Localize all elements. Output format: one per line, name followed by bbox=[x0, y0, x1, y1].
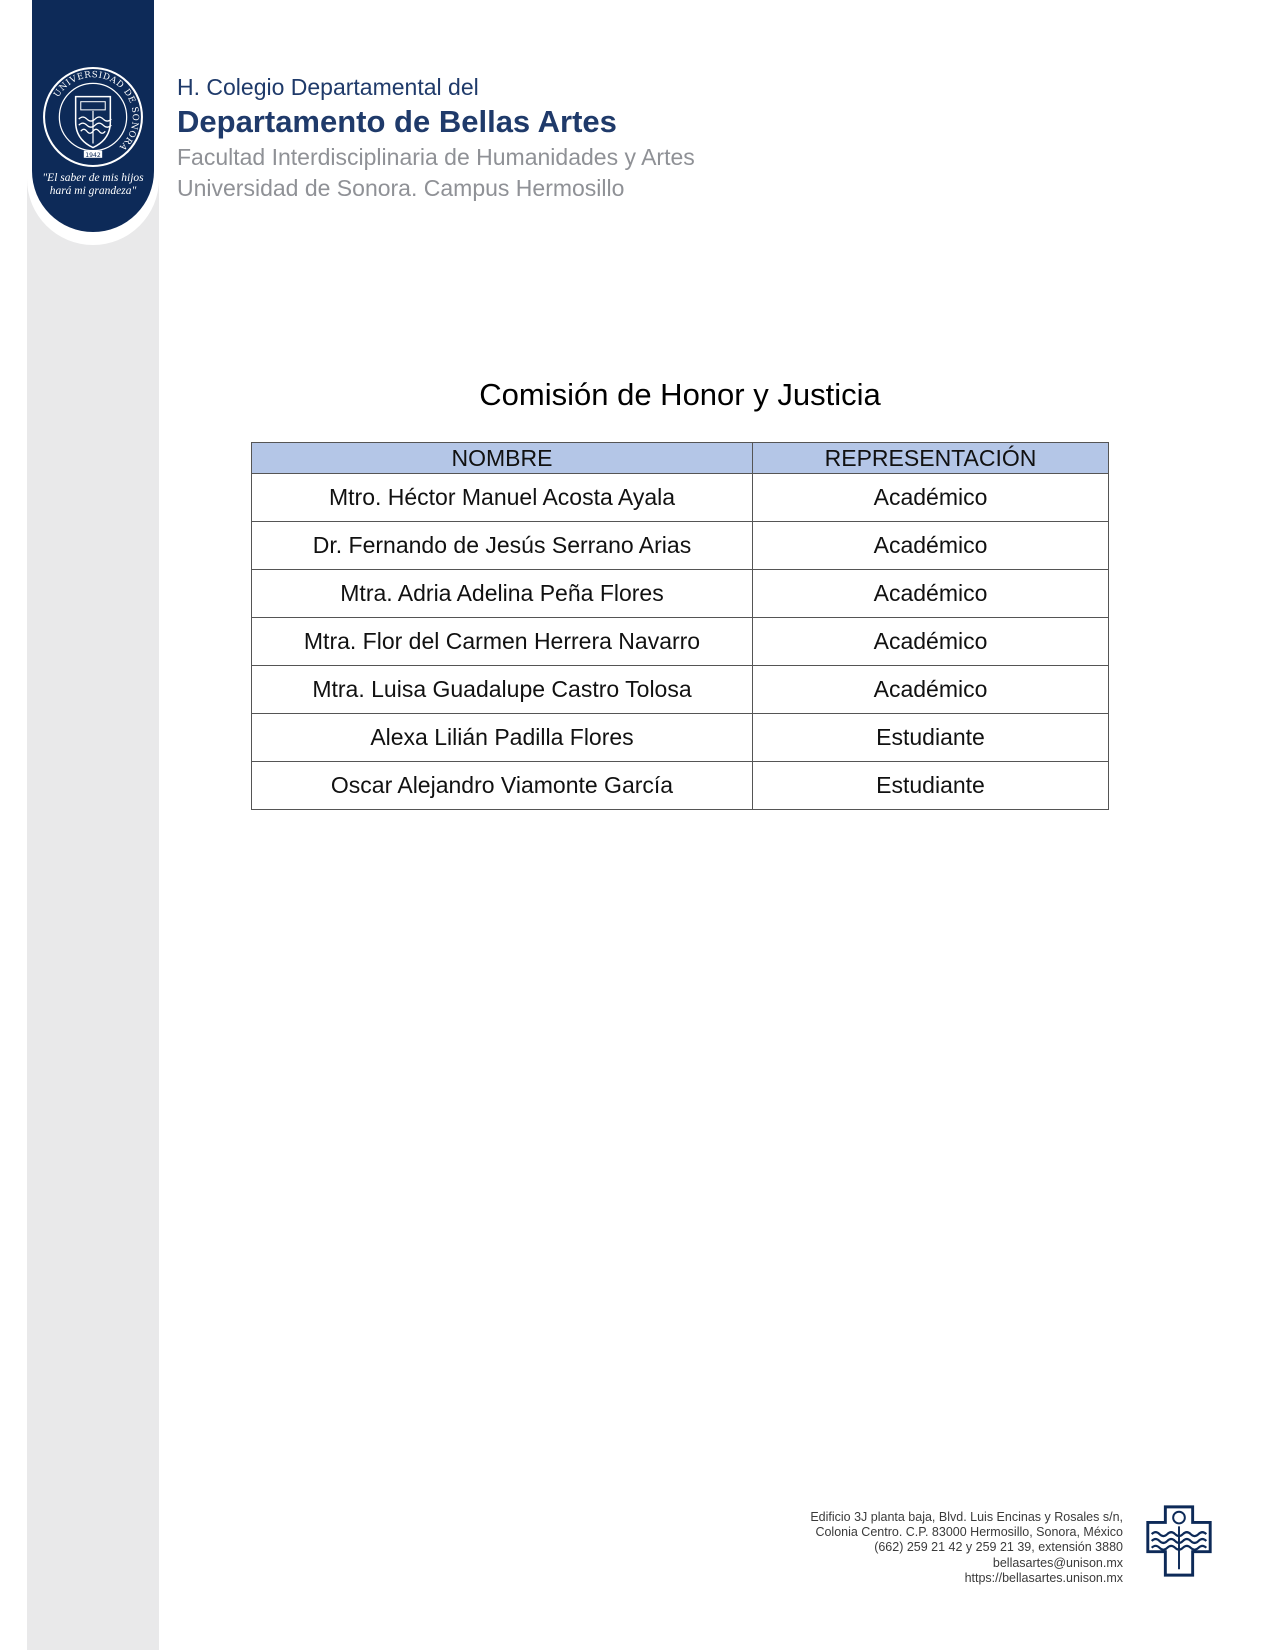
member-name: Mtra. Luisa Guadalupe Castro Tolosa bbox=[252, 666, 753, 714]
document-title: Comisión de Honor y Justicia bbox=[479, 377, 881, 412]
letterhead-college: H. Colegio Departamental del bbox=[177, 74, 479, 100]
department-emblem-icon bbox=[1140, 1500, 1218, 1580]
footer-website-link[interactable]: https://bellasartes.unison.mx bbox=[964, 1570, 1123, 1585]
letterhead-department: Departamento de Bellas Artes bbox=[177, 104, 617, 139]
table-row bbox=[252, 618, 1109, 666]
member-representation: Académico bbox=[753, 618, 1109, 666]
committee-table bbox=[251, 442, 1109, 810]
letterhead-faculty: Facultad Interdisciplinaria de Humanidades y Artes bbox=[177, 144, 695, 170]
member-representation: Académico bbox=[753, 474, 1109, 522]
footer-address-line-2: Colonia Centro. C.P. 83000 Hermosillo, Sonora, México bbox=[815, 1525, 1123, 1540]
motto-line-1: "El saber de mis hijos bbox=[42, 172, 144, 184]
seal-year: 1942 bbox=[85, 151, 101, 159]
member-name: Oscar Alejandro Viamonte García bbox=[252, 762, 753, 810]
table-row bbox=[252, 522, 1109, 570]
member-representation: Estudiante bbox=[753, 714, 1109, 762]
member-name: Mtro. Héctor Manuel Acosta Ayala bbox=[252, 474, 753, 522]
table-row bbox=[252, 762, 1109, 810]
member-representation: Académico bbox=[753, 666, 1109, 714]
letterhead bbox=[177, 72, 695, 204]
member-name: Mtra. Adria Adelina Peña Flores bbox=[252, 570, 753, 618]
member-name: Mtra. Flor del Carmen Herrera Navarro bbox=[252, 618, 753, 666]
member-representation: Estudiante bbox=[753, 762, 1109, 810]
footer-address-line-1: Edificio 3J planta baja, Blvd. Luis Encinas y Rosales s/n, bbox=[810, 1510, 1123, 1524]
university-motto bbox=[32, 172, 154, 198]
motto-line-2: hará mi grandeza" bbox=[49, 185, 137, 197]
member-name: Dr. Fernando de Jesús Serrano Arias bbox=[252, 522, 753, 570]
member-name: Alexa Lilián Padilla Flores bbox=[252, 714, 753, 762]
table-row bbox=[252, 714, 1109, 762]
member-representation: Académico bbox=[753, 522, 1109, 570]
column-header-representation: REPRESENTACIÓN bbox=[753, 443, 1109, 474]
letterhead-campus: Universidad de Sonora. Campus Hermosillo bbox=[177, 175, 625, 201]
seal-ring-text: UNIVERSIDAD DE SONORA bbox=[52, 70, 140, 153]
footer-email-link[interactable]: bellasartes@unison.mx bbox=[992, 1555, 1123, 1570]
column-header-name: NOMBRE bbox=[252, 443, 753, 474]
footer-phone: (662) 259 21 42 y 259 21 39, extensión 3880 bbox=[874, 1540, 1123, 1555]
footer-address bbox=[810, 1510, 1123, 1586]
university-seal-icon bbox=[42, 66, 144, 168]
side-strip bbox=[27, 0, 159, 1650]
table-row bbox=[252, 474, 1109, 522]
table-row bbox=[252, 666, 1109, 714]
table-header-row bbox=[252, 443, 1109, 474]
table-row bbox=[252, 570, 1109, 618]
member-representation: Académico bbox=[753, 570, 1109, 618]
